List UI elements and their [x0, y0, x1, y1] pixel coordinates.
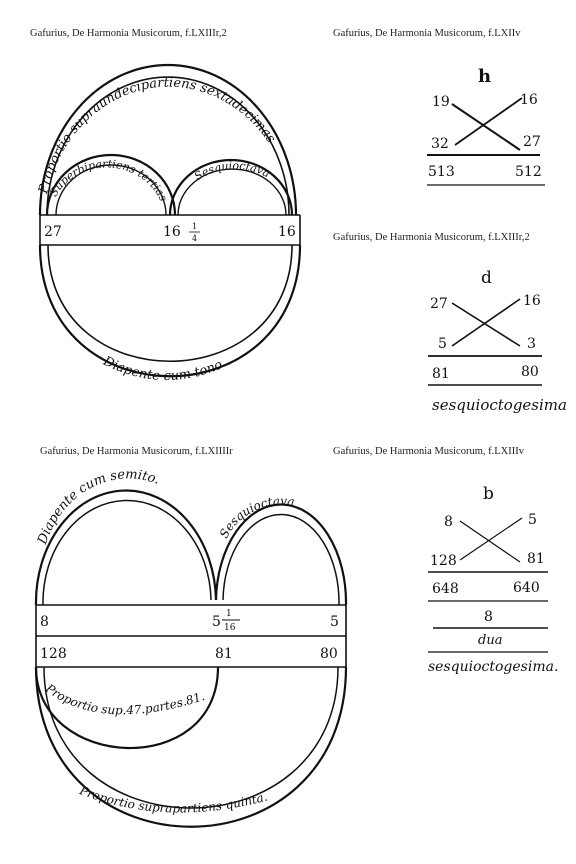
fig-b-top-left: 8 — [444, 514, 453, 530]
fig-b-mid-right: 81 — [527, 551, 545, 567]
fig2-top-arc-label: Diapente cum semito. — [35, 467, 162, 547]
fig-h-bot-right: 512 — [515, 164, 542, 180]
fig-b-frac-num: 8 — [484, 609, 493, 625]
fig2-band1-mid-den: 16 — [224, 623, 236, 633]
fig-b-caption: sesquioctogesima. — [428, 659, 559, 675]
fig2-band2-right: 80 — [320, 646, 338, 662]
fig-h-top-left: 19 — [432, 94, 450, 110]
fig-h-letter: h — [478, 66, 492, 87]
fig-h-mid-left: 32 — [431, 136, 449, 152]
fig-d-top-right: 16 — [523, 293, 541, 309]
fig2-band2-left: 128 — [40, 646, 67, 662]
fig-d-bot-right: 80 — [521, 364, 539, 380]
fig2-band1-left: 8 — [40, 614, 49, 630]
caption-bottom-left: Gafurius, De Harmonia Musicorum, f.LXIIIIr — [40, 446, 233, 457]
fig1-left-arc-label: Superbipartiens tertias — [46, 157, 170, 204]
fig1-band-left: 27 — [44, 224, 62, 240]
fig-d-bot-left: 81 — [432, 366, 450, 382]
fig-d-top-left: 27 — [430, 296, 448, 312]
caption-top-left: Gafurius, De Harmonia Musicorum, f.LXIIIr,2 — [30, 28, 227, 39]
fig-h-mid-right: 27 — [523, 134, 541, 150]
fig1-lower-inner — [48, 245, 292, 361]
fig-d-caption: sesquioctogesima — [432, 396, 567, 414]
fig2-bottom-arc-label: Proportio suprapartiens quinta. — [77, 783, 269, 816]
fig1-band-right: 16 — [278, 224, 296, 240]
fig-b-bot-left: 648 — [432, 581, 459, 597]
fig-d-mid-right: 3 — [527, 336, 536, 352]
figure-d — [428, 268, 567, 414]
fig1-right-arc-inner — [178, 169, 286, 215]
figure-2 — [36, 491, 346, 827]
fig1-bottom-arc-label: Diapente cum tono — [100, 353, 225, 385]
fig1-band-mid-num: 1 — [192, 222, 198, 231]
fig2-right-arc-inner — [223, 514, 339, 605]
fig-h-top-right: 16 — [520, 92, 538, 108]
fig1-band-mid: 16 — [163, 224, 181, 240]
fig-b-mid-left: 128 — [430, 553, 457, 569]
caption-bottom-right: Gafurius, De Harmonia Musicorum, f.LXIIIv — [333, 446, 524, 457]
fig-b-letter: b — [483, 484, 494, 504]
fig-b-frac-den: dua — [478, 633, 503, 648]
fig1-right-arc-label: Sesquioctava — [192, 159, 273, 184]
figure-h — [427, 66, 545, 185]
fig2-band2-mid: 81 — [215, 646, 233, 662]
fig-b-top-right: 5 — [528, 512, 537, 528]
fig-d-letter: d — [481, 268, 492, 288]
caption-top-right: Gafurius, De Harmonia Musicorum, f.LXIIv — [333, 28, 521, 39]
fig1-outer-arc-label: Proportio supraundecipartiens sextadecimas — [36, 75, 279, 196]
fig2-band1-mid-num: 1 — [226, 609, 232, 619]
fig-h-bot-left: 513 — [428, 164, 455, 180]
fig1-band-mid-den: 4 — [192, 234, 198, 243]
fig-d-mid-left: 5 — [438, 336, 447, 352]
fig-b-bot-right: 640 — [513, 580, 540, 596]
fig2-inner-arc-label: Proportio sup.47.partes.81. — [43, 681, 207, 718]
fig2-right-arc-label: Sesquioctava — [216, 493, 296, 541]
figure-b — [428, 484, 558, 675]
caption-mid-right: Gafurius, De Harmonia Musicorum, f.LXIIIr,2 — [333, 232, 530, 243]
fig1-lower-outer — [40, 245, 300, 376]
figure-1 — [40, 65, 300, 376]
fig2-band1-mid: 5 — [212, 614, 221, 630]
fig2-band1-right: 5 — [330, 614, 339, 630]
